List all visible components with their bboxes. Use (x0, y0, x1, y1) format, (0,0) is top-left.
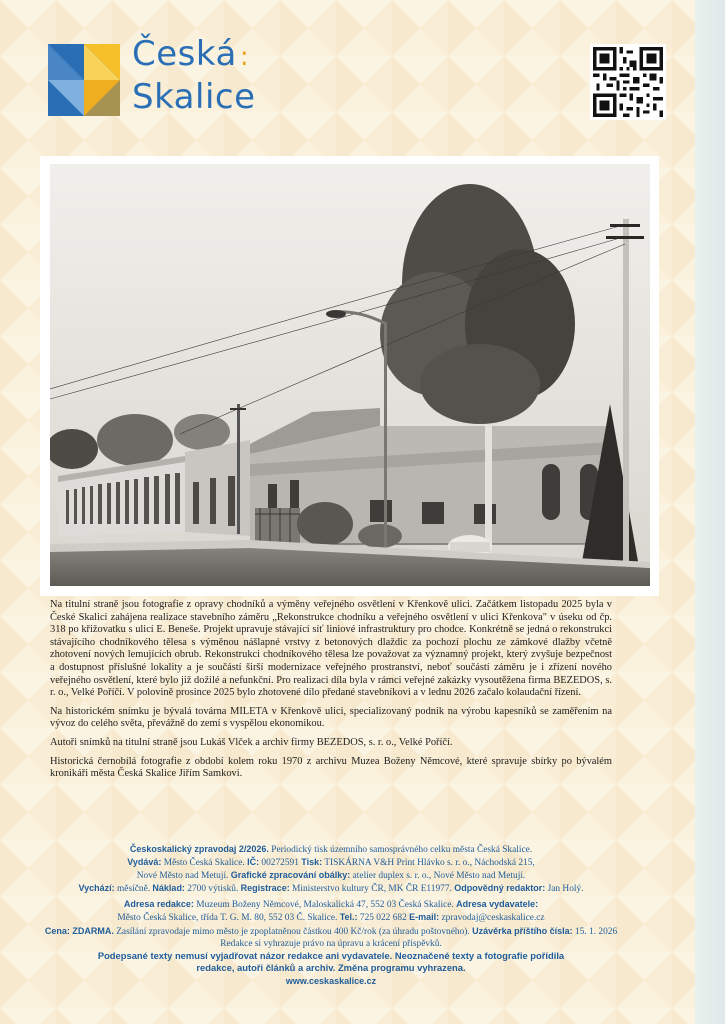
ic-label: IČ: (247, 857, 260, 868)
graficke-label: Grafické zpracování obálky: (230, 870, 351, 881)
tel-label: Tel.: (339, 912, 358, 923)
cena-label: Cena: ZDARMA. (44, 925, 114, 936)
graficke-value: atelier duplex s. r. o., Nové Město nad Metují. (352, 871, 526, 882)
podpis-line2: redakce, autoři článků a archiv. Změna programu vyhrazena. (196, 961, 466, 973)
naklad-value: 2700 výtisků. (187, 884, 239, 895)
right-edge-band (695, 0, 725, 1024)
qr-code-icon[interactable] (590, 44, 666, 120)
impressum-title: Českoskalický zpravodaj 2/2026. (129, 844, 269, 854)
article-paragraph-4: Historická černobílá fotografie z období kolem roku 1970 z archivu Muzea Boženy Němcové, které spravuje sbírky po bývalém kronikáři města Česká Skalice Jiřím Samkovi. (50, 755, 612, 780)
adresa-vydavatele-label: Adresa vydavatele: (456, 899, 539, 910)
redaktor-value: Jan Holý. (547, 884, 584, 895)
article-paragraph-1: Na titulní straně jsou fotografie z opravy chodníků a výměny veřejného osvětlení v Křenkově ulici. Začátkem listopadu 2025 byla v České Skalici zahájena realizace stavebního záměru „Rekonstrukce chodníku a veřejného osvětlení v ulici Křenkova" v úseku od čp. 318 po křižovatku s ulicí E. Beneše. Projekt upravuje stávající síť liniové infrastruktury pro chodce. Konkrétně se jedná o rekonstrukci stávajícího chodníkového tělesa s výměnou nášlapné vrstvy z betonových dlaždic za pochozí plochu ze zámkové dlažby včetně zhotovení nových lemujících obrub. Rekonstrukci chodníkového tělesa lze považovat za významný projekt, který zvyšuje bezpečnost a dostupnost příslušné lokality a je součástí širší modernizace veřejného prostranství, neboť součástí záměru je i zřízení nového veřejného osvětlení, které bylo již dožilé a nefunkční. Pro realizaci díla byla v rámci veřejné zakázky vysoutěžena firma BEZEDOS, s. r. o., Velké Poříčí. V polovině prosince 2025 bylo zhotovené dílo předané stavebníkovi a v lednu 2026 začalo kolaudační řízení. (50, 599, 612, 699)
logo-colon: : (239, 42, 250, 72)
ceska-skalice-logo[interactable] (48, 34, 278, 122)
podpis-line1: Podepsané texty nemusí vyjadřovat názor redakce ani vydavatele. Neoznačené texty a fotografie pořídila (97, 949, 565, 961)
vydava-label: Vydává: (127, 857, 162, 868)
adresa-redakce-label: Adresa redakce: (123, 899, 194, 910)
adresa-vydavatele-value: Město Česká Skalice, třída T. G. M. 80, 552 03 Č. Skalice. (117, 913, 338, 924)
vychazi-value: měsíčně. (117, 884, 151, 895)
adresa-redakce-value: Muzeum Boženy Němcové, Maloskalická 47, 552 03 Česká Skalice. (196, 900, 454, 911)
redaktor-label: Odpovědný redaktor: (454, 883, 546, 894)
tisk-label: Tisk: (301, 857, 323, 868)
uzaverka-value: 15. 1. 2026 Redakce si vyhrazuje právo na úpravu a krácení příspěvků. (220, 926, 618, 949)
email-link[interactable]: zpravodaj@ceskaskalice.cz (441, 913, 545, 924)
uzaverka-label: Uzávěrka příštího čísla: (472, 925, 573, 936)
vychazi-label: Vychází: (78, 883, 115, 894)
vydava-value: Město Česká Skalice. (163, 858, 245, 869)
impressum (44, 843, 618, 988)
registrace-value: Ministerstvo kultury ČR, MK ČR E11977. (292, 884, 452, 895)
naklad-label: Náklad: (152, 883, 185, 894)
article-text (50, 599, 612, 787)
historic-factory-photo (50, 164, 650, 586)
tisk-value-line2: Nové Město nad Metují. (136, 871, 229, 882)
registrace-label: Registrace: (240, 883, 290, 894)
logo-line1: Česká (132, 34, 237, 74)
tel-value[interactable]: 725 022 682 (359, 913, 407, 924)
article-paragraph-2: Na historickém snímku je bývalá továrna MILETA v Křenkově ulici, specializovaný podnik na výrobu kapesníků se zaměřením na vývoz do celého světa, převážně do zemí s vyspělou ekonomikou. (50, 705, 612, 730)
email-label: E-mail: (409, 912, 440, 923)
photo-frame (40, 156, 659, 596)
logo-line2: Skalice (132, 77, 256, 117)
ic-value: 00272591 (261, 858, 299, 869)
cena-value: Zasílání zpravodaje mimo město je zpoplatněnou částkou 400 Kč/rok (za úhradu poštovného). (116, 926, 470, 937)
impressum-title-rest: Periodický tisk územního samosprávného celku města Česká Skalice. (271, 845, 533, 855)
tisk-value: TISKÁRNA V&H Print Hlávko s. r. o., Náchodská 215, (324, 858, 535, 869)
logo-mark-icon (48, 44, 120, 116)
website-link[interactable]: www.ceskaskalice.cz (285, 975, 377, 986)
article-paragraph-3: Autoři snímků na titulní straně jsou Lukáš Vlček a archiv firmy BEZEDOS, s. r. o., Velké Poříčí. (50, 736, 453, 748)
